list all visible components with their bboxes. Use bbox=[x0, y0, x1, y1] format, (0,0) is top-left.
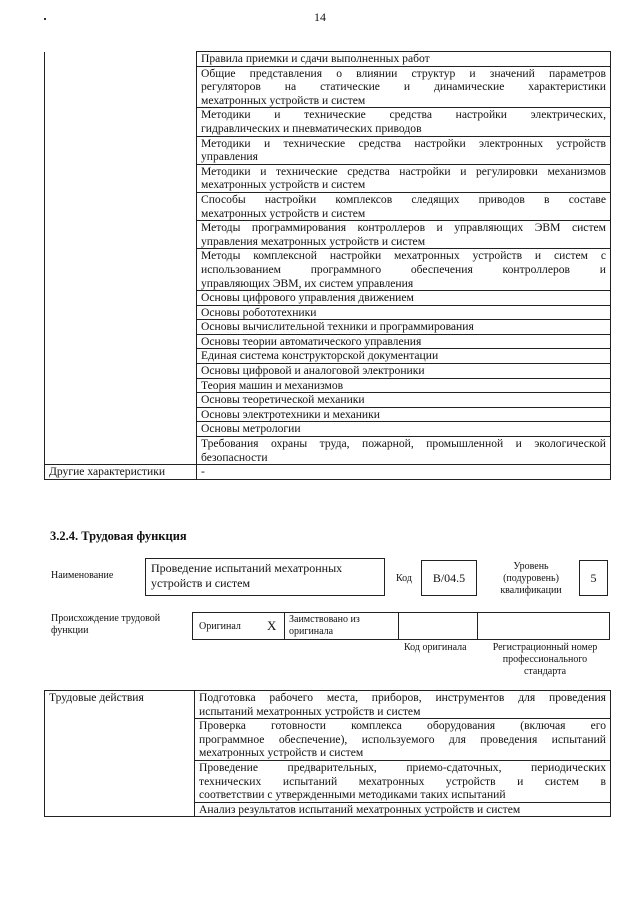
action-item-line: испытаний мехатронных устройств и систем bbox=[199, 704, 421, 718]
knowledge-item-line: Способы настройки комплексов следящих приводов в составе bbox=[201, 192, 606, 206]
knowledge-item bbox=[197, 136, 611, 164]
knowledge-item-line: мехатронных устройств и систем bbox=[201, 178, 366, 192]
code-label: Код bbox=[396, 573, 412, 584]
knowledge-item-line: Основы теоретической механики bbox=[201, 393, 365, 407]
action-item-line: мехатронных устройств и систем bbox=[199, 746, 364, 760]
action-item bbox=[195, 691, 611, 719]
reg-line3: стандарта bbox=[523, 666, 567, 677]
code-value: B/04.5 bbox=[421, 560, 477, 596]
knowledge-label-cell bbox=[45, 52, 197, 465]
knowledge-item-line: Основы цифрового управления движением bbox=[201, 291, 414, 305]
knowledge-item-line: Общие представления о влиянии структур и значений параметров bbox=[201, 66, 606, 80]
scan-artifact bbox=[44, 18, 46, 20]
knowledge-item bbox=[197, 221, 611, 249]
knowledge-item bbox=[197, 305, 611, 320]
borrowed-line2: оригинала bbox=[289, 626, 334, 637]
knowledge-item-line: Основы робототехники bbox=[201, 305, 317, 319]
knowledge-item-line: управляющих ЭВМ, их систем управления bbox=[201, 276, 414, 290]
knowledge-item bbox=[197, 407, 611, 422]
knowledge-item-line: мехатронных устройств и систем bbox=[201, 93, 366, 107]
knowledge-item-line: использованием программного обеспечения контроллеров и bbox=[201, 262, 606, 276]
knowledge-item-line: Единая система конструкторской документации bbox=[201, 349, 439, 363]
knowledge-item bbox=[197, 393, 611, 408]
action-item-line: программное обеспечение), используемого для проведения испытаний bbox=[199, 732, 606, 746]
knowledge-item bbox=[197, 349, 611, 364]
knowledge-table bbox=[44, 51, 611, 480]
action-item-line: Подготовка рабочего места, приборов, инструментов для проведения bbox=[199, 691, 606, 704]
knowledge-item-line: Методы комплексной настройки мехатронных устройств и систем с bbox=[201, 249, 606, 263]
level-label-line3: квалификации bbox=[500, 585, 562, 596]
knowledge-item-line: мехатронных устройств и систем bbox=[201, 206, 366, 220]
level-label bbox=[489, 561, 573, 597]
action-item-line: Проведение предварительных, приемо-сдаточных, периодических bbox=[199, 760, 606, 774]
knowledge-item-line: регуляторов на статические и динамические характеристики bbox=[201, 80, 606, 94]
function-name-line1: Проведение испытаний мехатронных bbox=[151, 561, 343, 575]
level-label-line2: (подуровень) bbox=[503, 573, 559, 584]
knowledge-item bbox=[197, 378, 611, 393]
action-item-line: Анализ результатов испытаний мехатронных устройств и систем bbox=[199, 802, 521, 816]
knowledge-item-line: Основы цифровой и аналоговой электроники bbox=[201, 364, 425, 378]
knowledge-item-line: Основы метрологии bbox=[201, 422, 301, 436]
origin-label bbox=[51, 613, 160, 637]
knowledge-item bbox=[197, 291, 611, 306]
knowledge-item bbox=[197, 334, 611, 349]
knowledge-item-line: Методики и технические средства настройки и регулировки механизмов bbox=[201, 164, 606, 178]
actions-label: Трудовые действия bbox=[45, 691, 195, 817]
other-label: Другие характеристики bbox=[45, 465, 197, 480]
level-value: 5 bbox=[579, 560, 608, 596]
name-label: Наименование bbox=[51, 570, 114, 581]
action-item-line: Проверка готовности комплекса оборудования (включая его bbox=[199, 719, 606, 733]
action-item bbox=[195, 719, 611, 761]
level-label-line1: Уровень bbox=[513, 561, 549, 572]
knowledge-item bbox=[197, 320, 611, 335]
actions-table bbox=[44, 690, 611, 817]
knowledge-item bbox=[197, 192, 611, 220]
action-item-line: соответствии с утвержденными методиками таких испытаний bbox=[199, 788, 506, 802]
knowledge-item bbox=[197, 164, 611, 192]
reg-line1: Регистрационный номер bbox=[492, 642, 598, 653]
origin-table bbox=[192, 612, 610, 640]
section-title: 3.2.4. Трудовая функция bbox=[50, 529, 187, 543]
knowledge-item-line: управления мехатронных устройств и систем bbox=[201, 234, 426, 248]
knowledge-row bbox=[45, 52, 611, 67]
function-name-line2: устройств и систем bbox=[151, 576, 251, 590]
other-row bbox=[45, 465, 611, 480]
knowledge-item bbox=[197, 437, 611, 465]
origin-label-line2: функции bbox=[51, 625, 89, 636]
borrowed-line1: Заимствовано из bbox=[289, 614, 360, 625]
knowledge-item-line: Методики и технические средства настройки электрических, bbox=[201, 108, 606, 122]
action-row bbox=[45, 691, 611, 719]
action-item-line: технических испытаний мехатронных устройств и систем в bbox=[199, 774, 606, 788]
knowledge-item-line: Основы теории автоматического управления bbox=[201, 334, 422, 348]
knowledge-item-line: Требования охраны труда, пожарной, промышленной и экологической bbox=[201, 437, 606, 451]
knowledge-item bbox=[197, 249, 611, 291]
code-original-label: Код оригинала bbox=[404, 642, 467, 653]
knowledge-item-line: Методики и технические средства настройки электронных устройств bbox=[201, 136, 606, 150]
knowledge-item bbox=[197, 52, 611, 67]
knowledge-item-line: Теория машин и механизмов bbox=[201, 378, 344, 392]
original-mark: X bbox=[267, 618, 277, 633]
knowledge-item-line: Основы вычислительной техники и программирования bbox=[201, 320, 474, 334]
other-value: - bbox=[197, 465, 611, 480]
knowledge-item-line: безопасности bbox=[201, 450, 268, 464]
action-item bbox=[195, 802, 611, 817]
origin-label-line1: Происхождение трудовой bbox=[51, 613, 161, 624]
borrowed-label bbox=[289, 614, 360, 638]
page-number: 14 bbox=[314, 10, 326, 24]
knowledge-item-line: Методы программирования контроллеров и управляющих ЭВМ систем bbox=[201, 221, 606, 235]
function-name-box bbox=[145, 558, 385, 596]
reg-number-label bbox=[483, 642, 607, 678]
knowledge-item bbox=[197, 108, 611, 136]
knowledge-item-line: управления bbox=[201, 150, 258, 164]
reg-line2: профессионального bbox=[502, 654, 588, 665]
knowledge-item-line: Правила приемки и сдачи выполненных работ bbox=[201, 52, 430, 65]
original-label: Оригинал bbox=[199, 621, 241, 632]
knowledge-item-line: гидравлических и пневматических приводов bbox=[201, 121, 422, 135]
knowledge-item bbox=[197, 66, 611, 108]
action-item bbox=[195, 760, 611, 802]
knowledge-item bbox=[197, 422, 611, 437]
knowledge-item-line: Основы электротехники и механики bbox=[201, 407, 380, 421]
knowledge-item bbox=[197, 364, 611, 379]
